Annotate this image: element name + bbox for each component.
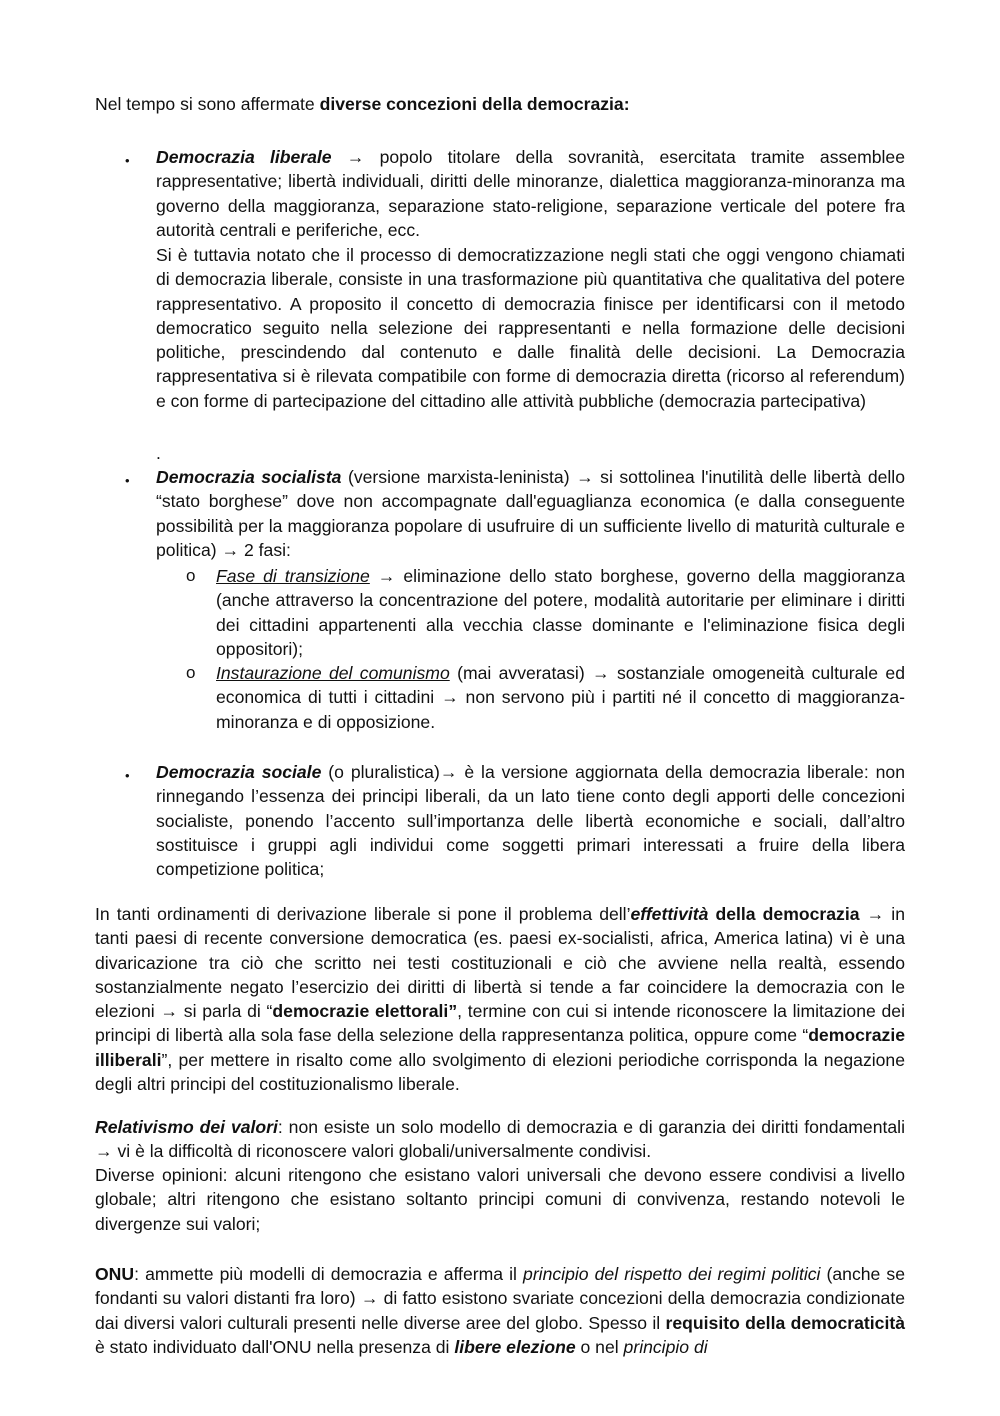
item-title: Democrazia socialista — [156, 467, 342, 487]
bold-democrazie-elettorali: democrazie elettorali” — [272, 1001, 458, 1022]
item-democrazia-liberale — [156, 145, 905, 242]
subitem-title: Fase di transizione — [216, 566, 370, 586]
text-run: o nel — [575, 1336, 624, 1357]
text-run: : non esiste un solo modello di democrazia e di garanzia dei diritti fondamentali → vi è la difficoltà di riconoscere valori globali/universalmente condivisi. — [95, 1117, 905, 1162]
text-run: è stato individuato dall'ONU nella presenza di — [95, 1336, 455, 1357]
sub-marker: o — [186, 566, 196, 585]
item-title: Democrazia liberale — [156, 147, 332, 167]
bold-onu: ONU — [95, 1264, 135, 1284]
text-run: → in tanti paesi di recente conversione democratica (es. paesi ex-socialisti, africa, America latina) vi è una divaricazione tra ciò che scritto nei testi costituzionali e ciò che avviene nella realtà, essendo sostanzialmente negato l’esercizio dei diritti di libertà si tende a far coincidere la democrazia con le elezioni → si parla di “ — [95, 904, 905, 1022]
item-text: (versione marxista-leninista) → si sottolinea l'inutilità delle libertà dello “stato borghese” dove non accompagnate dall'eguaglianza economica (e dalla conseguente possibilità per la maggioranza popolare di usufruire di un sufficiente livello di maturità culturale e politica) → 2 fasi: — [156, 467, 905, 560]
bold-democrazie-illiberali: democrazie illiberali — [95, 1025, 905, 1070]
bullet-marker: • — [125, 473, 130, 488]
intro-paragraph — [95, 92, 905, 116]
subitem-fase-transizione — [216, 564, 905, 661]
bold-requisito: requisito della democraticità — [665, 1312, 905, 1333]
bold-run: della democrazia — [708, 904, 860, 924]
item-title: Democrazia sociale — [156, 762, 322, 782]
italic-run: principio di — [623, 1336, 708, 1357]
opinioni-paragraph: Diverse opinioni: alcuni ritengono che esistano valori universali che devono essere condivisi a livello globale; altri ritengono che esistano soltanto principi comuni di convivenza, restando notevoli le divergenze sui valori; — [95, 1165, 905, 1234]
bullet-marker: • — [125, 768, 130, 783]
effettivita-paragraph — [95, 902, 905, 1096]
subitem-text: (mai avveratasi) → sostanziale omogeneità culturale ed economica di tutti i cittadini → non servono più i partiti né il concetto di maggioranza-minoranza e di opposizione. — [216, 663, 905, 732]
italic-run: principio del rispetto dei regimi politici — [523, 1264, 821, 1284]
emphasis-effettivita: effettività — [630, 904, 709, 924]
text-run: : ammette più modelli di democrazia e afferma il — [134, 1264, 524, 1284]
subitem-title: Instaurazione del comunismo — [216, 663, 450, 683]
subitem-instaurazione-comunismo — [216, 661, 905, 734]
sub-marker: o — [186, 663, 196, 682]
text-run: (anche se fondanti su valori distanti fra loro) → di fatto esistono svariate concezioni della democrazia condizionate dai diversi valori culturali presenti nelle diverse aree del globo. Spesso il — [95, 1264, 906, 1333]
item-liberale-dot: . — [156, 443, 161, 463]
text-run: , termine con cui si intende riconoscere la limitazione dei principi di libertà alla sola fase della selezione della rappresentanza politica, oppure come “ — [95, 1001, 906, 1046]
item-democrazia-socialista — [156, 465, 905, 562]
item-democrazia-sociale — [156, 760, 905, 881]
bullet-marker: • — [125, 153, 130, 168]
relativismo-paragraph — [95, 1115, 905, 1164]
text-run: In tanti ordinamenti di derivazione liberale si pone il problema dell’ — [95, 904, 631, 924]
subitem-text: → eliminazione dello stato borghese, governo della maggioranza (anche attraverso la concentrazione del potere, modalità autoritarie per eliminare i diritti dei cittadini appartenenti alla vecchia classe dominante e l'eliminazione fisica degli oppositori); — [216, 566, 905, 659]
intro-bold: diverse concezioni della democrazia: — [319, 94, 630, 114]
text-run: ”, per mettere in risalto come allo svolgimento di elezioni periodiche corrisponda la negazione degli altri principi del costituzionalismo liberale. — [95, 1049, 905, 1095]
intro-text: Nel tempo si sono affermate — [95, 94, 320, 114]
item-liberale-extra: Si è tuttavia notato che il processo di democratizzazione negli stati che oggi vengono chiamati di democrazia liberale, consiste in una trasformazione più quantitativa che qualitativa del potere rappresentativo. A proposito il concetto di democrazia finisce per identificarsi con il metodo democratico seguito nella selezione dei rappresentanti e nella formazione delle decisioni politiche, prescindendo dal contenuto e dalle finalità delle decisioni. La Democrazia rappresentativa si è rilevata compatibile con forme di democrazia diretta (ricorso al referendum) e con forme di partecipazione del cittadino alle attività pubbliche (democrazia partecipativa) — [156, 245, 905, 411]
item-text: (o pluralistica)→ è la versione aggiornata della democrazia liberale: non rinnegando l’essenza dei principi liberali, da un lato tiene conto degli apporti delle concezioni socialiste, ponendo l’accento sull’importanza delle libertà economiche e sociali, dall’altro sostituisce i gruppi agli individui come soggetti primari interessati a fruire della libera competizione politica; — [156, 762, 905, 880]
item-text: → popolo titolare della sovranità, esercitata tramite assemblee rappresentative; libertà individuali, diritti delle minoranze, dialettica maggioranza-minoranza ma governo della maggioranza, separazione stato-religione, separazione verticale del potere fra autorità centrali e periferiche, ecc. — [156, 147, 905, 240]
emphasis-libere-elezione: libere elezione — [454, 1336, 576, 1357]
emphasis-relativismo: Relativismo dei valori — [95, 1117, 278, 1137]
onu-paragraph — [95, 1262, 905, 1359]
